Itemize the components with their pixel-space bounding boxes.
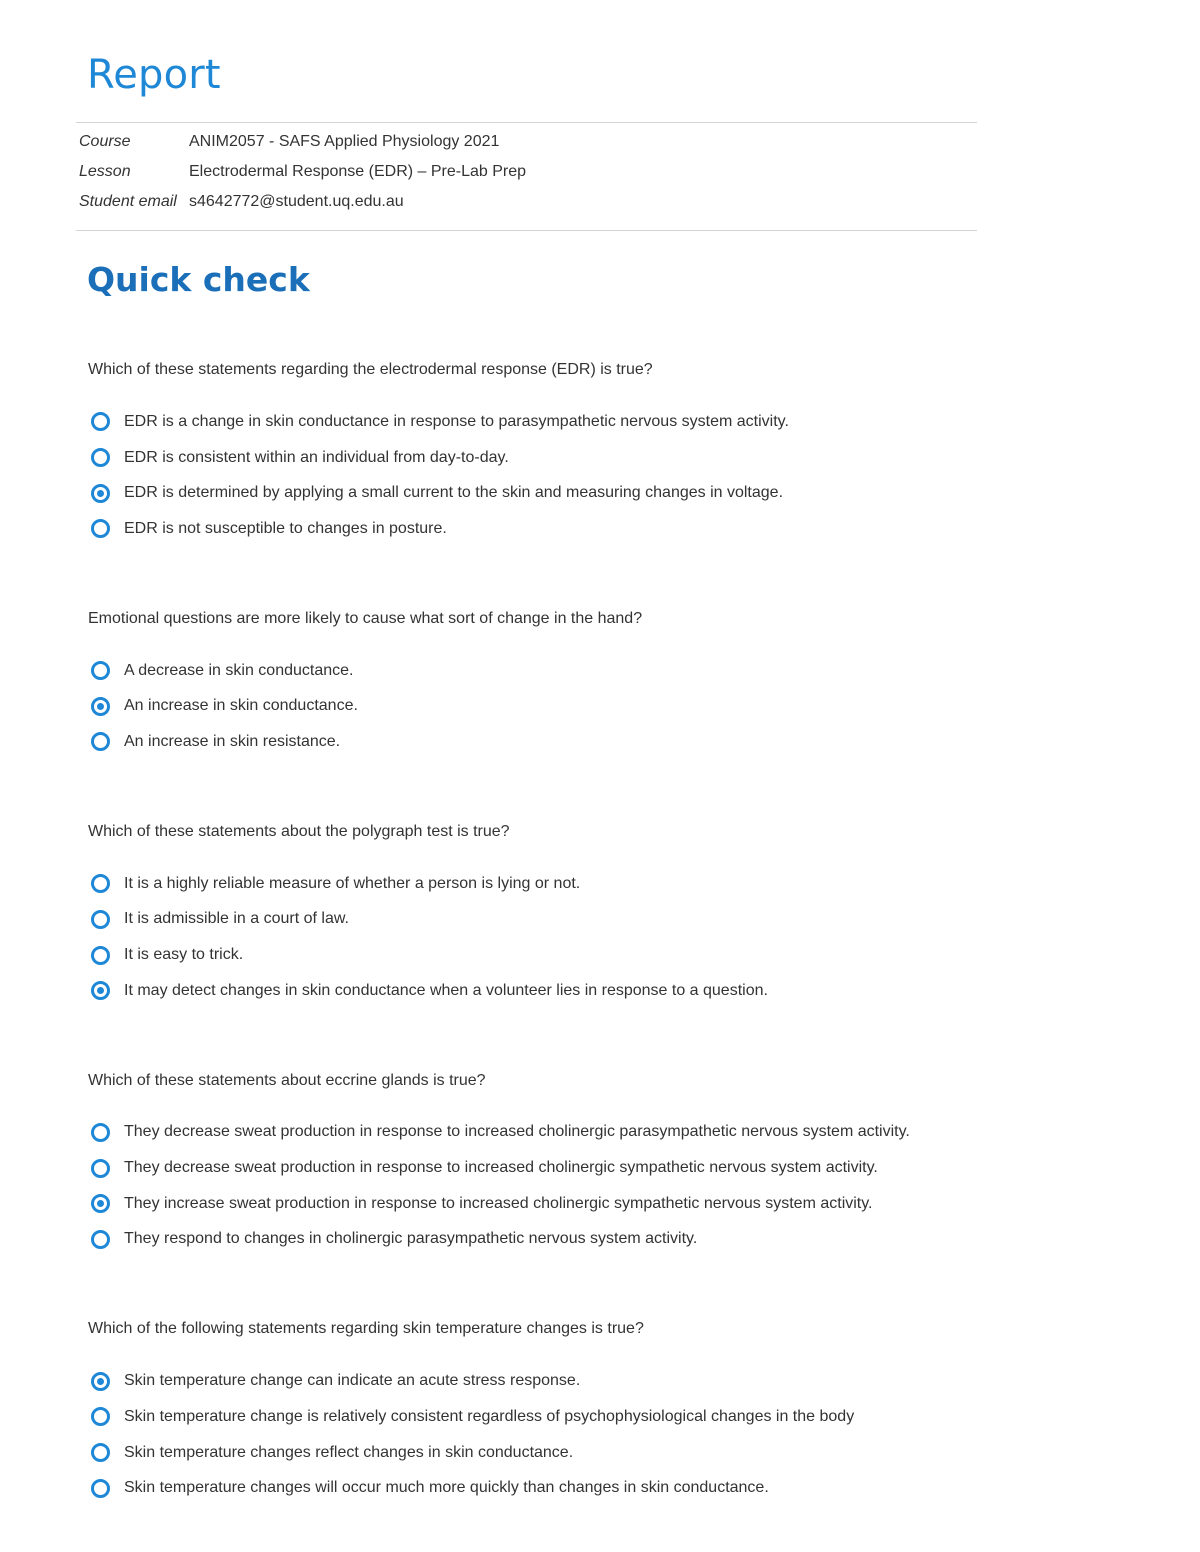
radio-selected-icon[interactable] — [91, 1194, 110, 1213]
answer-option[interactable] — [88, 1150, 1088, 1186]
answer-option-label: They respond to changes in cholinergic parasympathetic nervous system activity. — [124, 1230, 698, 1248]
answer-option[interactable] — [88, 404, 1088, 440]
radio-unselected-icon[interactable] — [91, 874, 110, 893]
meta-value: s4642772@student.uq.edu.au — [189, 193, 404, 210]
meta-row-lesson — [79, 157, 526, 187]
answer-option-label: It is easy to trick. — [124, 946, 244, 964]
answer-option-label: It is a highly reliable measure of whether a person is lying or not. — [124, 874, 581, 892]
answer-option[interactable] — [88, 724, 1088, 760]
meta-value: Electrodermal Response (EDR) – Pre-Lab Prep — [189, 163, 527, 180]
answer-option-label: EDR is not susceptible to changes in posture. — [124, 519, 447, 537]
answer-option-label: Skin temperature changes will occur much more quickly than changes in skin conductance. — [124, 1479, 769, 1497]
answer-option-label: It is admissible in a court of law. — [124, 910, 349, 928]
question-prompt: Emotional questions are more likely to cause what sort of change in the hand? — [88, 609, 643, 627]
radio-unselected-icon[interactable] — [91, 946, 110, 965]
answer-option[interactable] — [88, 1363, 1088, 1399]
radio-selected-icon[interactable] — [91, 484, 110, 503]
answer-option-label: They increase sweat production in response to increased cholinergic sympathetic nervous system activity. — [124, 1194, 873, 1212]
answer-option[interactable] — [88, 1186, 1088, 1222]
radio-unselected-icon[interactable] — [91, 448, 110, 467]
header-divider-bottom — [76, 230, 977, 231]
meta-label: Course — [79, 133, 131, 150]
answer-option-label: A decrease in skin conductance. — [124, 661, 354, 679]
answer-option-label: EDR is determined by applying a small current to the skin and measuring changes in voltage. — [124, 484, 784, 502]
question-prompt: Which of these statements about the polygraph test is true? — [88, 822, 510, 840]
section-title: Quick check — [87, 260, 310, 299]
meta-value: ANIM2057 - SAFS Applied Physiology 2021 — [189, 133, 500, 150]
answer-option[interactable] — [88, 475, 1088, 511]
answer-option-label: Skin temperature changes reflect changes in skin conductance. — [124, 1443, 574, 1461]
radio-unselected-icon[interactable] — [91, 1159, 110, 1178]
answer-option-label: An increase in skin conductance. — [124, 697, 358, 715]
answer-option-label: It may detect changes in skin conductance when a volunteer lies in response to a question. — [124, 981, 768, 999]
question-prompt: Which of the following statements regarding skin temperature changes is true? — [88, 1320, 644, 1338]
report-title: Report — [87, 52, 221, 98]
radio-selected-icon[interactable] — [91, 697, 110, 716]
answer-option-label: Skin temperature change can indicate an acute stress response. — [124, 1372, 581, 1390]
answer-option[interactable] — [88, 1435, 1088, 1471]
radio-unselected-icon[interactable] — [91, 910, 110, 929]
answer-option[interactable] — [88, 973, 1088, 1009]
answer-option[interactable] — [88, 511, 1088, 547]
answer-option-label: Skin temperature change is relatively consistent regardless of psychophysiological changes in the body — [124, 1407, 855, 1425]
answer-option[interactable] — [88, 688, 1088, 724]
radio-unselected-icon[interactable] — [91, 661, 110, 680]
question-block — [88, 820, 1088, 1009]
answer-option-label: They decrease sweat production in response to increased cholinergic sympathetic nervous system activity. — [124, 1159, 878, 1177]
question-list — [88, 358, 1088, 1506]
radio-unselected-icon[interactable] — [91, 412, 110, 431]
radio-unselected-icon[interactable] — [91, 1123, 110, 1142]
meta-row-course — [79, 127, 526, 157]
question-block — [88, 607, 1088, 760]
answer-option-label: They decrease sweat production in response to increased cholinergic parasympathetic nervous system activity. — [124, 1123, 910, 1141]
answer-option[interactable] — [88, 902, 1088, 938]
radio-unselected-icon[interactable] — [91, 519, 110, 538]
answer-option-label: EDR is consistent within an individual from day-to-day. — [124, 448, 509, 466]
question-block — [88, 1317, 1088, 1506]
radio-unselected-icon[interactable] — [91, 732, 110, 751]
answer-option-label: An increase in skin resistance. — [124, 732, 341, 750]
header-divider-top — [76, 122, 977, 123]
radio-selected-icon[interactable] — [91, 981, 110, 1000]
answer-option[interactable] — [88, 866, 1088, 902]
answer-option[interactable] — [88, 1470, 1088, 1506]
radio-unselected-icon[interactable] — [91, 1443, 110, 1462]
meta-label: Lesson — [79, 163, 131, 180]
answer-option[interactable] — [88, 1399, 1088, 1435]
radio-unselected-icon[interactable] — [91, 1407, 110, 1426]
answer-option[interactable] — [88, 440, 1088, 476]
answer-option[interactable] — [88, 937, 1088, 973]
report-meta — [79, 127, 526, 217]
meta-row-student-email — [79, 187, 526, 217]
meta-label: Student email — [79, 193, 177, 210]
question-block — [88, 358, 1088, 547]
question-block — [88, 1069, 1088, 1258]
answer-option-label: EDR is a change in skin conductance in response to parasympathetic nervous system activity. — [124, 412, 789, 430]
answer-option[interactable] — [88, 653, 1088, 689]
radio-selected-icon[interactable] — [91, 1372, 110, 1391]
radio-unselected-icon[interactable] — [91, 1479, 110, 1498]
radio-unselected-icon[interactable] — [91, 1230, 110, 1249]
answer-option[interactable] — [88, 1115, 1088, 1151]
answer-option[interactable] — [88, 1222, 1088, 1258]
question-prompt: Which of these statements about eccrine glands is true? — [88, 1071, 486, 1089]
question-prompt: Which of these statements regarding the electrodermal response (EDR) is true? — [88, 361, 653, 378]
